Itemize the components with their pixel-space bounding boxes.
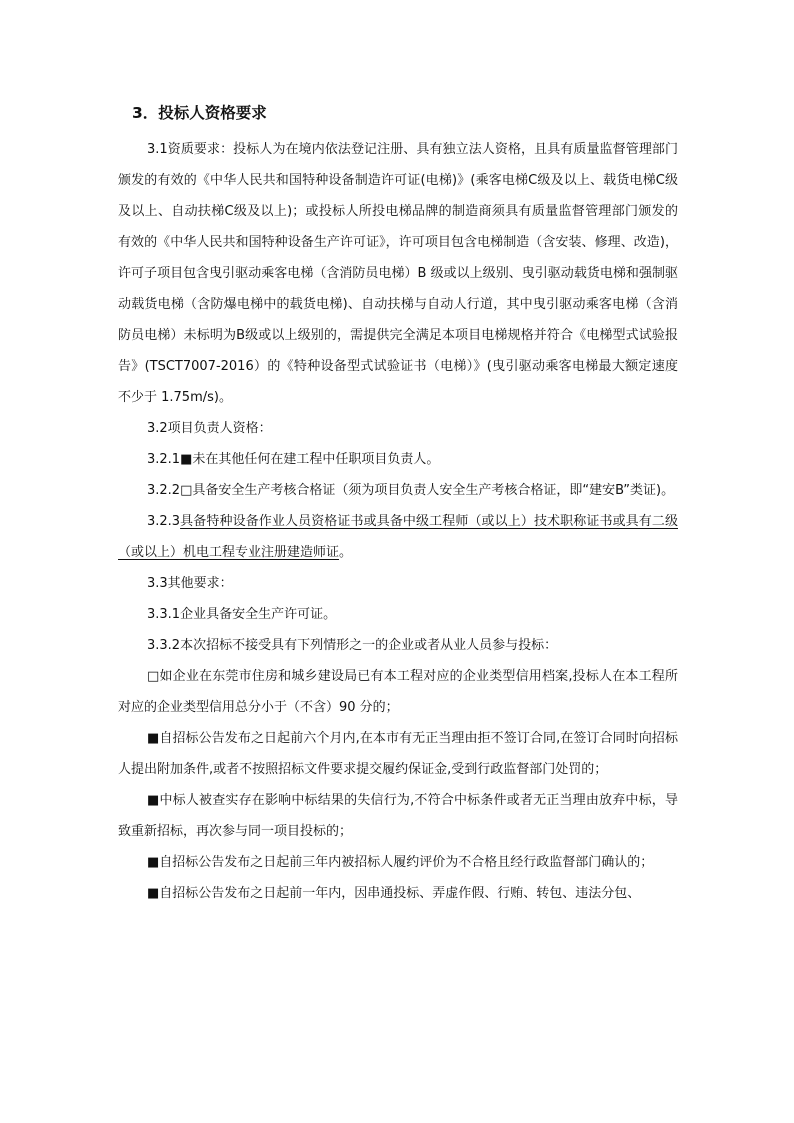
paragraph-3-2-3-end: 。 xyxy=(339,545,353,560)
paragraph-3-3-2: 3.3.2本次招标不接受具有下列情形之一的企业或者从业人员参与投标： xyxy=(147,638,558,653)
document-page xyxy=(118,96,678,909)
paragraph-3-2: 3.2项目负责人资格： xyxy=(147,421,272,436)
exclusion-item-2: ■自招标公告发布之日起前六个月内,在本市有无正当理由拒不签订合同,在签订合同时向招标人提出附加条件,或者不按照招标文件要求提交履约保证金,受到行政监督部门处罚的； xyxy=(118,731,678,777)
paragraph-3-2-1: 3.2.1■未在其他任何在建工程中任职项目负责人。 xyxy=(147,452,440,467)
exclusion-item-3: ■中标人被查实存在影响中标结果的失信行为,不符合中标条件或者无正当理由放弃中标，导致重新招标，再次参与同一项目投标的； xyxy=(118,793,678,839)
paragraph-3-2-3-number: 3.2.3 xyxy=(147,514,181,529)
paragraph-3-1: 3.1资质要求：投标人为在境内依法登记注册、具有独立法人资格，且具有质量监督管理部门颁发的有效的《中华人民共和国特种设备制造许可证(电梯)》(乘客电梯C级及以上、载货电梯C级及以上、自动扶梯C级及以上)；或投标人所投电梯品牌的制造商须具有质量监督管理部门颁发的有效的《中华人民共和国特种设备生产许可证》，许可项目包含电梯制造（含安装、修理、改造)，许可子项目包含曳引驱动乘客电梯（含消防员电梯）B 级或以上级别、曳引驱动载货电梯和强制驱动载货电梯（含防爆电梯中的载货电梯)、自动扶梯与自动人行道，其中曳引驱动乘客电梯（含消防员电梯）未标明为B级或以上级别的，需提供完全满足本项目电梯规格并符合《电梯型式试验报告》(TSCT7007-2016）的《特种设备型式试验证书（电梯）》(曳引驱动乘客电梯最大额定速度不少于 1.75m/s)。 xyxy=(118,142,678,405)
paragraph-3-3: 3.3其他要求： xyxy=(147,576,233,591)
paragraph-3-2-2: 3.2.2□具备安全生产考核合格证（须为项目负责人安全生产考核合格证，即“建安B”类证)。 xyxy=(147,483,675,498)
paragraph-3-2-3 xyxy=(118,506,678,568)
section-heading: 3．投标人资格要求 xyxy=(132,104,267,122)
paragraph-3-2-3-underlined: 具备特种设备作业人员资格证书或具备中级工程师（或以上）技术职称证书或具有二级（或以上）机电工程专业注册建造师证 xyxy=(118,514,678,560)
exclusion-item-4: ■自招标公告发布之日起前三年内被招标人履约评价为不合格且经行政监督部门确认的； xyxy=(147,855,654,870)
exclusion-item-5: ■自招标公告发布之日起前一年内，因串通投标、弄虚作假、行贿、转包、违法分包、 xyxy=(147,886,641,901)
exclusion-item-1: □如企业在东莞市住房和城乡建设局已有本工程对应的企业类型信用档案,投标人在本工程所对应的企业类型信用总分小于（不含）90 分的； xyxy=(118,669,678,715)
paragraph-3-3-1: 3.3.1企业具备安全生产许可证。 xyxy=(147,607,337,622)
